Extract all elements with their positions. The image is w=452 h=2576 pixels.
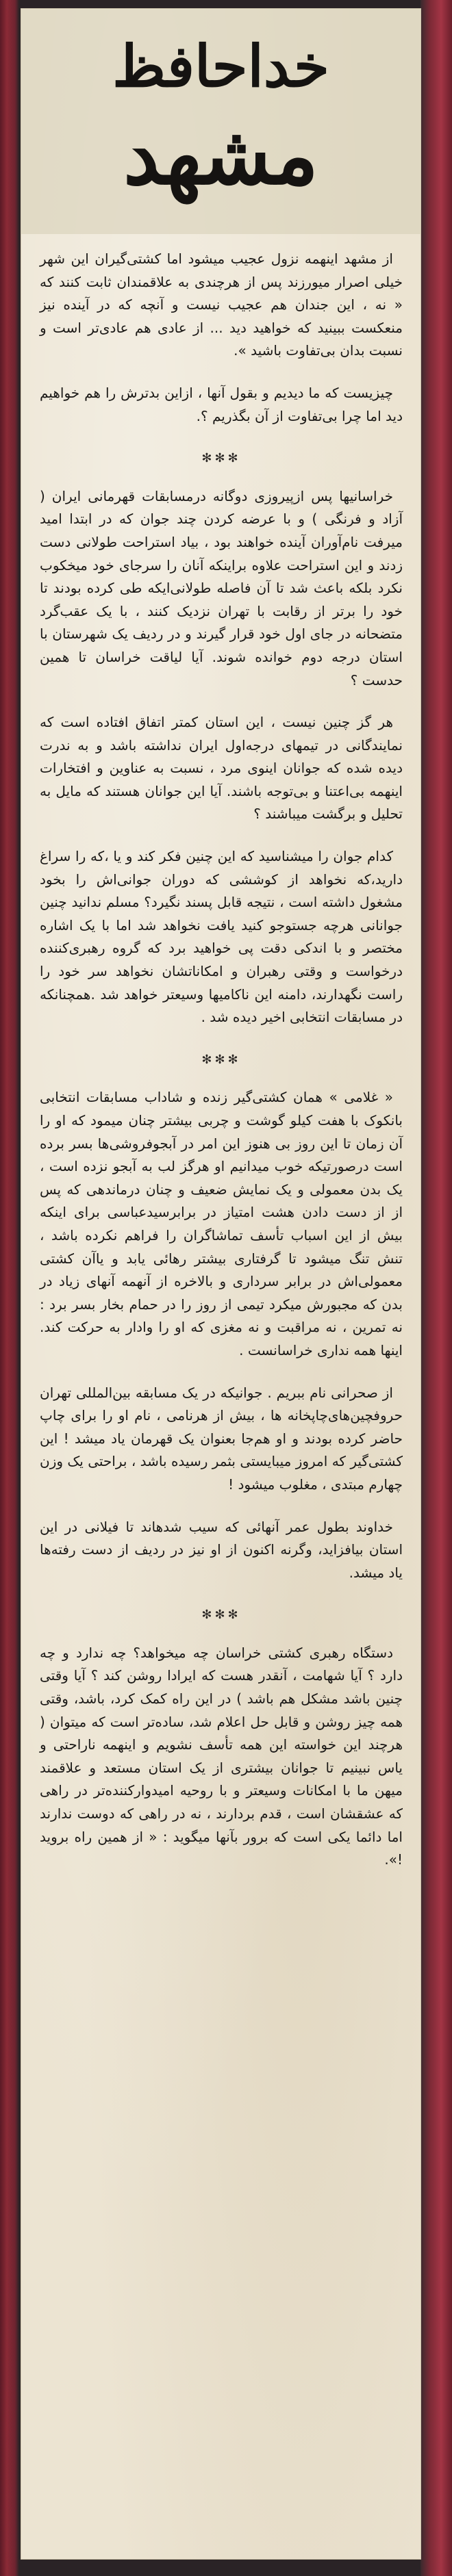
paragraph: از صحرانی نام ببریم . جوانیکه در یک مسابقه بین‌المللی تهران حروفچین‌های‌چاپخانه ها ، بیش از هرنامی ، نام او را برای چاپ حاضر کرده بودند و او هم‌جا بعنوان یک قهرمان یاد میشد ! این کشتی‌گیر که امروز میبایستی بثمر رسیده باشد ، براحتی یک وزن چهارم مبتدی ، مغلوب میشود !: [40, 1384, 403, 1493]
paragraph: از مشهد اینهمه نزول عجیب میشود اما کشتی‌گیران این شهر خیلی اصرار میورزند پس از هرچندی به علاقمندان ثابت کنند که « نه ، این جندان هم عجیب نیست و آنچه که در آینده نیز منعکست ببینید که خواهید دید ... از عادی هم عادی‌تر است و نسبت بدان بی‌تفاوت باشید ».: [40, 250, 403, 359]
section-separator: ✻✻✻: [201, 1052, 241, 1067]
newspaper-clipping: [21, 8, 421, 2560]
paragraph: خداوند بطول عمر آنهائی که سیب شدهاند تا فیلانی در این استان بیافزاید، وگرنه اکنون از او نیز در ردیف از دست رفته‌ها یاد میشد.: [40, 1518, 403, 1581]
headline: [45, 29, 397, 234]
section-separator: ✻✻✻: [201, 1608, 241, 1623]
article-body: [40, 248, 403, 1872]
paragraph: دستگاه رهبری کشتی خراسان چه میخواهد؟ چه ندارد و چه دارد ؟ آیا شهامت ، آنقدر هست که ایرادا روشن کند ؟ آیا وقتی چنین باشد مشکل هم باشد ) در این راه کمک کرد، باشد، وقتی همه چیز روشن و قابل حل اعلام شد، ساده‌تر است که میتوان ( هرچند این خواسته این همه تأسف نشویم و اینهمه ناراحتی و یاس نبینیم تا جوانان بیشتری از یک استان مستعد و علاقمند میهن ما با امکانات وسیعتر و با روحیه امیدوارکننده‌تر در راهی که عشقشان است ، قدم بردارند ، نه در راهی که دوست ندارند اما دائما یکی است که برور بآنها میگوید : « از همین راه بروید !».: [40, 1644, 403, 1868]
paragraph: « غلامی » همان کشتی‌گیر زنده و شاداب مسابقات انتخابی بانکوک با هفت کیلو گوشت و چربی بیشتر چنان میمود که او را آن زمان تا این روز بی هنوز این امر در آبجوفروشی‌ها بسر برده است درصورتیکه خوب میدانیم او هرگز لب به آبجو نزده است ، یک بدن معمولی و یک نمایش ضعیف و چنان درماندهی که پس از از دست دادن هشت امتیاز در برابرسیدعباسی برای اینکه بیش از این اسباب تأسف تماشاگران را فراهم نکرده باشد ، تنش تنگ میشود تا گرفتاری بیشتر رهائی یابد و یاآن کشتی معمولی‌اش در برابر سرداری و بالاخره از آنهمه آنهای زیاد در بدن که مجبورش میکرد تیمی از روز را در حمام بخار بسر برد : نه تمرین ، نه مراقبت و نه مغزی که او را وادار به حرکت کند. اینها همه نداری خراسانست .: [40, 1089, 403, 1358]
paragraph: خراسانیها پس ازپیروزی دوگانه درمسابقات قهرمانی ایران ( آزاد و فرنگی ) و با عرضه کردن چند جوان که در ابتدا امید میرفت نام‌آوران آینده خواهند بود ، بیاد استراحت طولانی دست زدند و این استراحت علاوه براینکه آنان را سرجای خود میخکوب نکرد بلکه باعث شد تا آن فاصله طولانی‌ایکه طی کرده بودند تا خود را برتر از رقابت با تهران نزدیک کنند ، با یک عقب‌گرد متضحانه در جای اول خود قرار گیرند و در ردیف یک شهرستان با استان درجه دوم خوانده شوند. آیا لیاقت خراسان تا همین حدست ؟: [40, 487, 403, 688]
headline-line-1: خداحافظ: [112, 32, 329, 100]
headline-line-2: مشهد: [123, 107, 318, 203]
paragraph: کدام جوان را میشناسید که این چنین فکر کند و یا ،که را سراغ دارید،که نخواهد از کوششی که دوران جوانی‌اش را بخود مشغول داشته است ، نتیجه قابل پسند نگیرد؟ مسلم ندانید چنین جوانانی هرچه جستوجو کنید یافت نخواهد شد اما با یک اشاره مختصر و با اندکی دقت پی خواهید برد که گروه رهبری‌کننده درخواست و وقتی رهبران و امکاناتشان نخواهد سر خود را راست نگهدارند، دامنه این ناکامیها وسیعتر خواهد شد .همچنانکه در مسابقات انتخابی اخیر دیده شد .: [40, 848, 403, 1026]
paragraph: هر گز چنین نیست ، این استان کمتر اتفاق افتاده است که نمایندگانی در تیمهای درجه‌اول ایران نداشته باشد و به ندرت دیده شده که جوانان اینوی مرد ، نسبت به عناوین و افتخارات اینهمه بی‌اعتنا و بی‌توجه باشند. آیا این جوانان هستند که مایل به تحلیل و برگشت میباشند ؟: [40, 714, 403, 823]
paragraph: چیزیست که ما دیدیم و بقول آنها ، ازاین بدترش را هم خواهیم دید اما چرا بی‌تفاوت از آن بگذریم ؟.: [40, 384, 403, 424]
section-separator: ✻✻✻: [201, 451, 241, 466]
